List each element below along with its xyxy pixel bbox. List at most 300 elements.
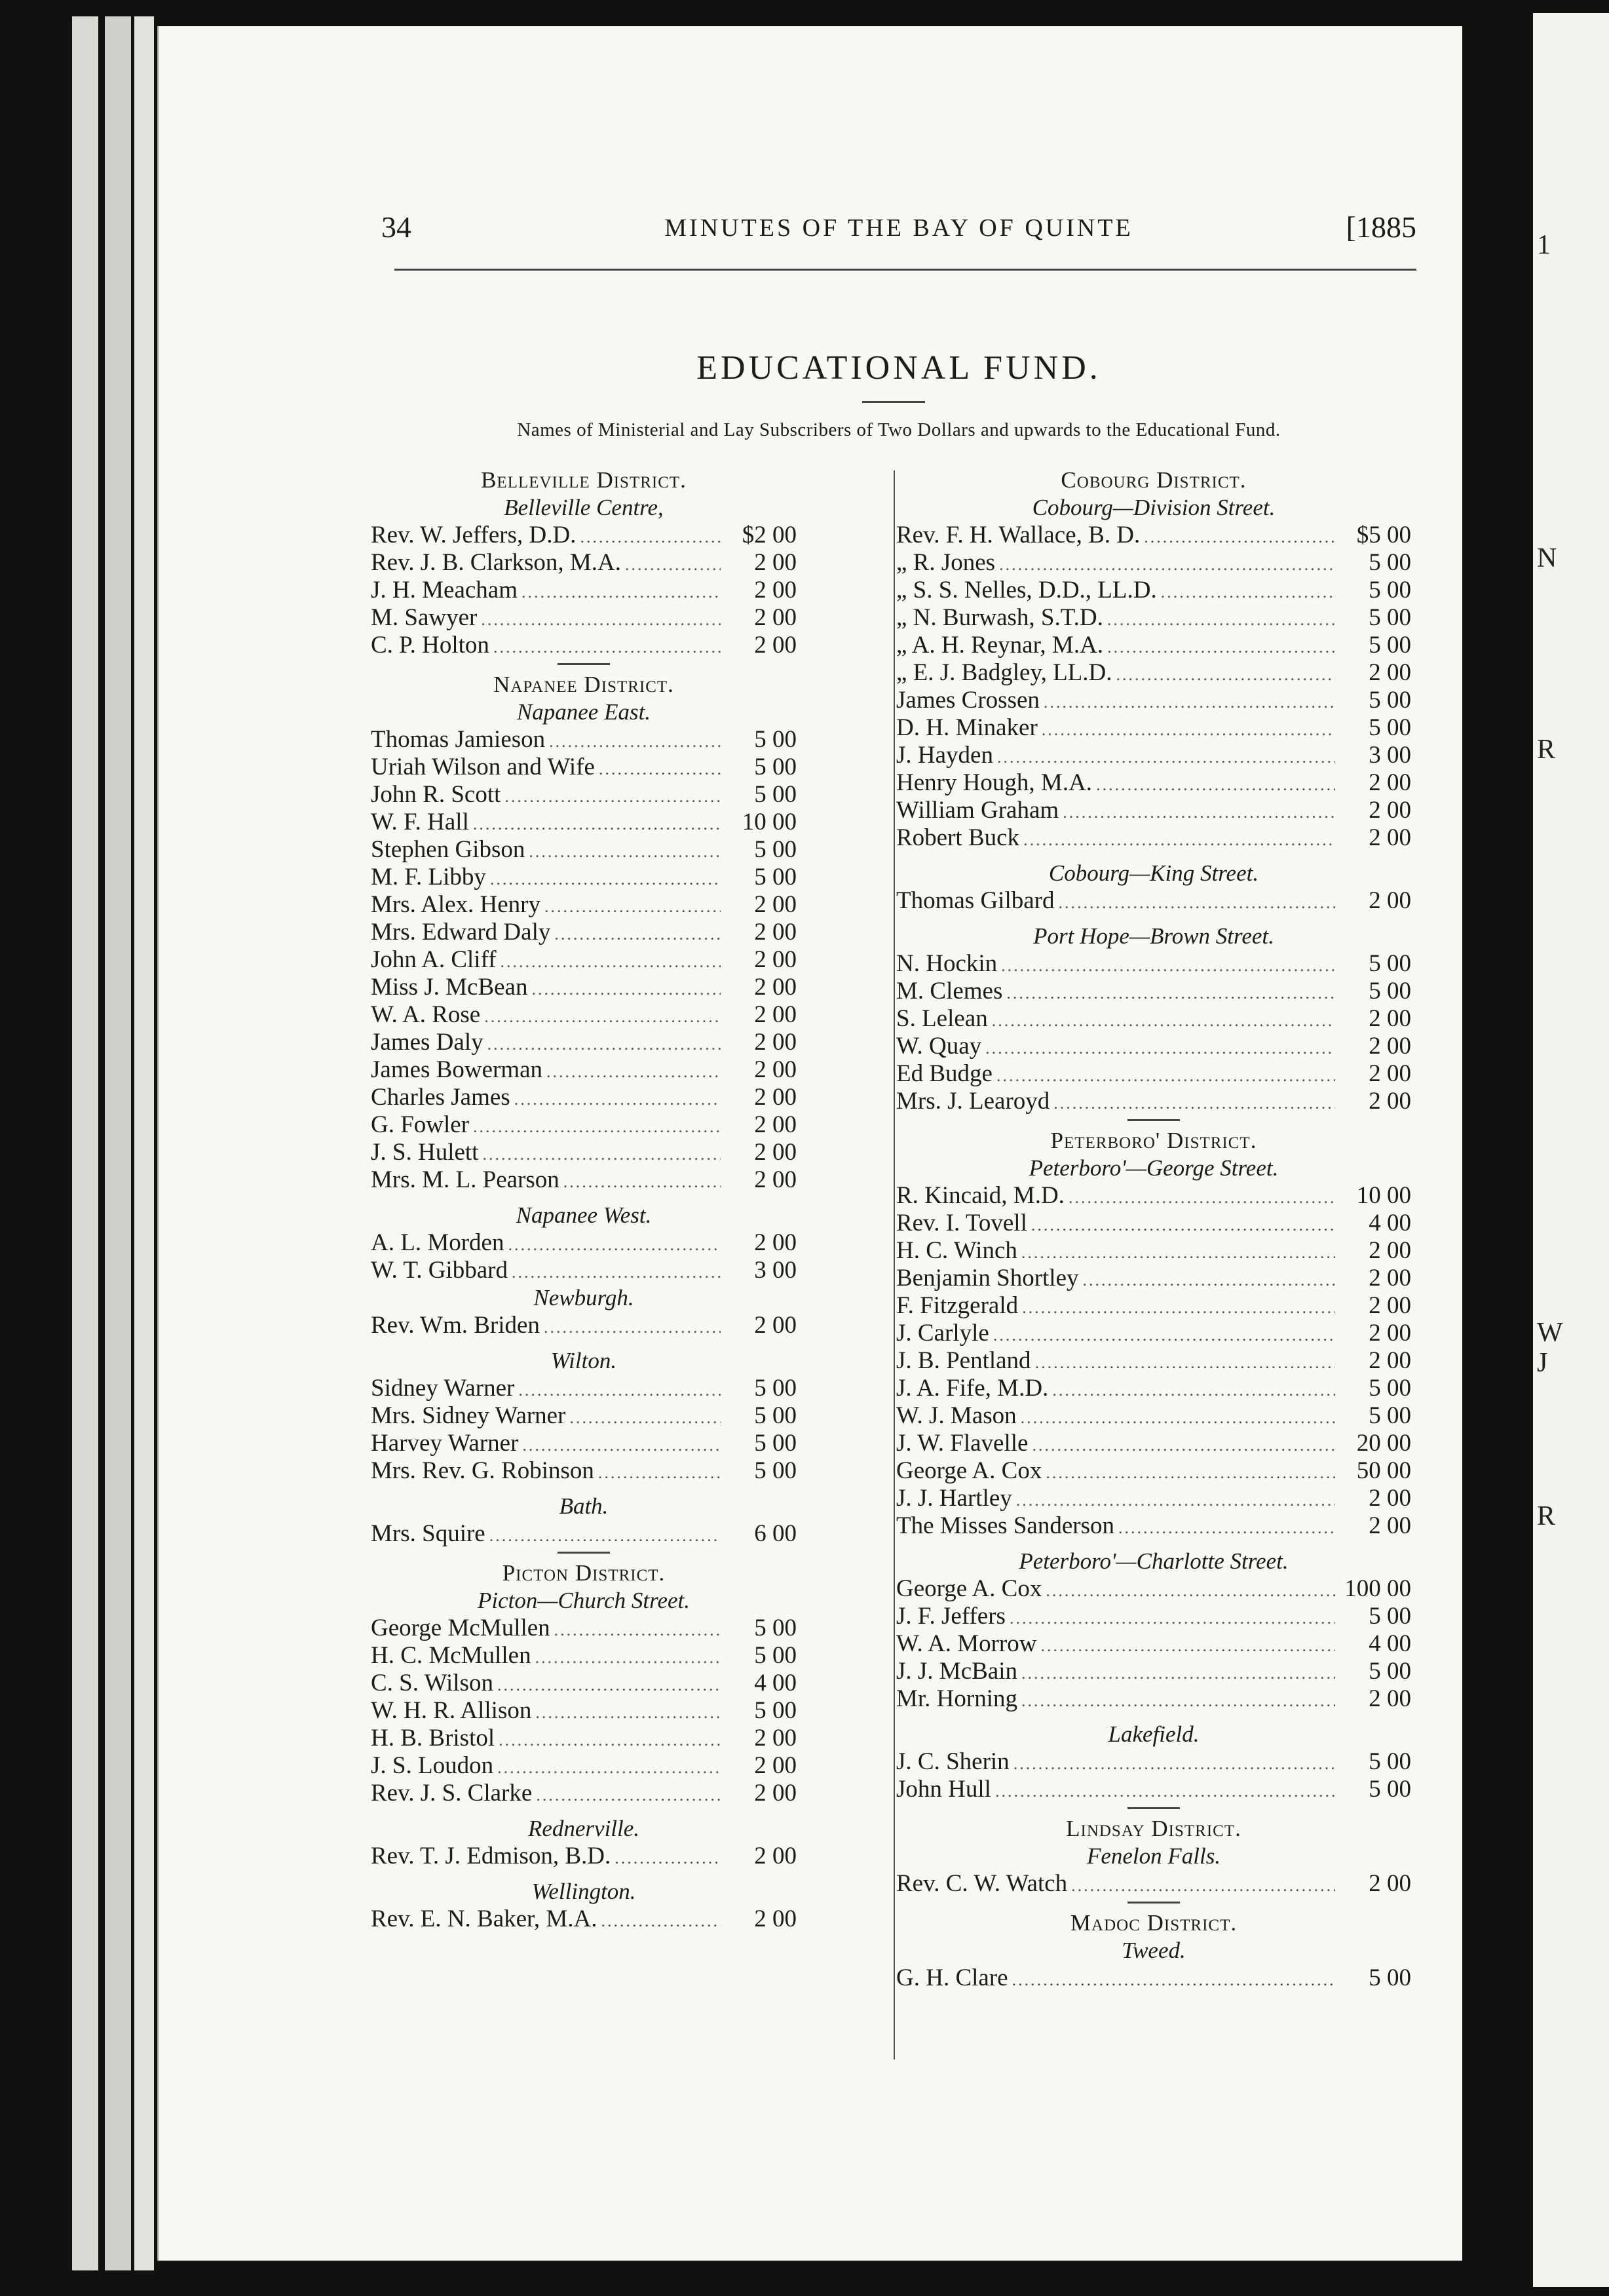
circuit-heading: Rednerville. <box>527 1816 640 1841</box>
dot-leader <box>518 1377 721 1404</box>
subscriber-row <box>371 522 797 549</box>
district-heading: Belleville District. <box>481 467 687 493</box>
subscriber-row <box>896 1485 1411 1512</box>
subscription-amount: 5 00 <box>754 1697 797 1724</box>
subscription-amount: 2 00 <box>754 1312 797 1339</box>
subscription-amount: 5 00 <box>1369 1603 1411 1630</box>
dot-leader <box>1022 1294 1335 1322</box>
subscriber-row <box>896 1033 1411 1060</box>
dot-leader <box>499 1727 721 1754</box>
dot-leader <box>1042 716 1335 744</box>
dot-leader <box>999 551 1335 579</box>
circuit-heading: Port Hope—Brown Street. <box>1033 923 1274 949</box>
district-heading: Peterboro' District. <box>1050 1128 1257 1153</box>
subscriber-row <box>371 809 797 836</box>
subscription-amount: 20 00 <box>1356 1430 1411 1457</box>
subscriber-row <box>896 1630 1411 1658</box>
subscription-amount: 2 00 <box>1369 1512 1411 1539</box>
subscription-amount: 2 00 <box>754 632 797 659</box>
dot-leader <box>1023 826 1335 854</box>
subscriber-name: W. Quay <box>896 1033 982 1060</box>
subscriber-name: „ A. H. Reynar, M.A. <box>896 632 1104 659</box>
subscriber-name: N. Hockin <box>896 950 998 977</box>
subscriber-name: J. H. Meacham <box>371 577 518 603</box>
subscriber-row <box>371 919 797 946</box>
subscription-amount: 2 00 <box>754 549 797 576</box>
subscriber-name: J. S. Loudon <box>371 1752 494 1779</box>
spacer <box>371 1485 797 1493</box>
subscription-amount: 5 00 <box>1369 714 1411 741</box>
subscriber-row <box>371 891 797 919</box>
subscription-amount: 2 00 <box>1369 1088 1411 1115</box>
dot-leader <box>996 1062 1335 1090</box>
subscriber-row <box>371 1457 797 1485</box>
subscriber-name: Rev. J. B. Clarkson, M.A. <box>371 549 621 576</box>
subscriber-name: Mrs. Sidney Warner <box>371 1402 566 1429</box>
subscriber-name: Charles James <box>371 1084 510 1111</box>
subscriber-row <box>371 577 797 604</box>
dot-leader <box>1069 1184 1335 1212</box>
subscription-amount: 2 00 <box>754 1166 797 1193</box>
subscription-amount: 5 00 <box>1369 604 1411 631</box>
subscription-amount: 2 00 <box>1369 1060 1411 1087</box>
dot-leader <box>554 921 721 948</box>
dot-leader <box>1031 1212 1335 1239</box>
subscription-amount: 5 00 <box>754 781 797 808</box>
subscriber-name: Thomas Gilbard <box>896 887 1055 914</box>
subscriber-row <box>896 887 1411 915</box>
subscriber-row <box>371 754 797 781</box>
dot-leader <box>544 1314 721 1341</box>
dot-leader <box>615 1845 721 1872</box>
section-rule <box>371 659 797 671</box>
subscription-amount: 2 00 <box>1369 1685 1411 1712</box>
subscriber-name: R. Kincaid, M.D. <box>896 1182 1065 1209</box>
subscriber-row <box>371 1312 797 1339</box>
facing-page-letter: J <box>1537 1348 1548 1378</box>
subtitle: Names of Ministerial and Lay Subscribers of Two Dollars and upwards to the Educational Fund. <box>517 419 1281 440</box>
dot-leader <box>1013 1750 1335 1778</box>
subscriber-name: Harvey Warner <box>371 1430 519 1457</box>
dot-leader <box>599 756 721 783</box>
dot-leader <box>993 1322 1335 1349</box>
subscription-amount: 4 00 <box>1369 1210 1411 1236</box>
subscriber-row <box>371 836 797 864</box>
dot-leader <box>1063 799 1335 826</box>
dot-leader <box>1052 1377 1335 1404</box>
subscriber-row <box>371 1697 797 1725</box>
subscription-amount: 3 00 <box>1369 742 1411 769</box>
subscriber-name: „ E. J. Badgley, LL.D. <box>896 659 1112 686</box>
subscriber-row <box>371 864 797 891</box>
page-edge <box>72 16 98 2270</box>
subscription-amount: 2 00 <box>1369 1347 1411 1374</box>
subscriber-row <box>896 1060 1411 1088</box>
dot-leader <box>497 1672 721 1699</box>
subscriber-name: William Graham <box>896 797 1059 824</box>
facing-page-letter: N <box>1537 543 1557 573</box>
subscription-amount: 2 00 <box>754 891 797 918</box>
page-edge <box>134 16 154 2270</box>
subscriber-row <box>896 1088 1411 1115</box>
subscriber-row <box>371 1520 797 1548</box>
subscriber-row <box>896 797 1411 824</box>
subscription-amount: 6 00 <box>754 1520 797 1547</box>
section-rule <box>896 1115 1411 1127</box>
subscriber-name: „ S. S. Nelles, D.D., LL.D. <box>896 577 1157 603</box>
district-heading: Cobourg District. <box>1061 467 1247 493</box>
subscriber-row <box>896 742 1411 769</box>
circuit-heading: Picton—Church Street. <box>477 1588 691 1613</box>
subscription-amount: 50 00 <box>1356 1457 1411 1484</box>
district-heading: Picton District. <box>502 1560 666 1586</box>
subscriber-name: James Daly <box>371 1029 483 1056</box>
subscriber-name: J. F. Jeffers <box>896 1603 1006 1630</box>
subscriber-row <box>896 1237 1411 1265</box>
subscriber-row <box>371 974 797 1001</box>
subscriber-row <box>371 1001 797 1029</box>
dot-leader <box>1083 1267 1336 1294</box>
dot-leader <box>546 1058 721 1086</box>
subscriber-row <box>371 1430 797 1457</box>
subscriber-row <box>371 1084 797 1111</box>
subscription-amount: 2 00 <box>754 974 797 1001</box>
subscriber-name: J. B. Pentland <box>896 1347 1031 1374</box>
dot-leader <box>1021 1239 1335 1267</box>
subscription-amount: 2 00 <box>1369 1320 1411 1347</box>
dot-leader <box>473 811 721 838</box>
dot-leader <box>1161 579 1335 606</box>
subscription-amount: 5 00 <box>1369 950 1411 977</box>
dot-leader <box>1012 1966 1335 1994</box>
subscriber-row <box>371 549 797 577</box>
dot-leader <box>544 893 721 921</box>
dot-leader <box>1107 634 1335 661</box>
subscription-amount: 2 00 <box>754 1843 797 1869</box>
title-rule <box>862 401 925 403</box>
subscriber-name: H. C. McMullen <box>371 1642 531 1669</box>
subscriber-row <box>371 1257 797 1284</box>
subscriber-row <box>896 632 1411 659</box>
dot-leader <box>482 1141 721 1168</box>
subscription-amount: 2 00 <box>754 1229 797 1256</box>
subscriber-name: Rev. I. Tovell <box>896 1210 1027 1236</box>
subscriber-name: Benjamin Shortley <box>896 1265 1079 1292</box>
subscriber-name: C. P. Holton <box>371 632 489 659</box>
subscriber-name: G. Fowler <box>371 1111 470 1138</box>
subscriber-row <box>896 1658 1411 1685</box>
subscriber-name: „ N. Burwash, S.T.D. <box>896 604 1103 631</box>
dot-leader <box>580 524 721 551</box>
circuit-heading: Peterboro'—George Street. <box>1029 1155 1279 1181</box>
subscriber-name: Miss J. McBean <box>371 974 528 1001</box>
dot-leader <box>985 1035 1335 1062</box>
subscription-amount: 5 00 <box>754 726 797 753</box>
subscription-amount: 2 00 <box>754 1111 797 1138</box>
subscriber-row <box>371 1615 797 1642</box>
section-title: EDUCATIONAL FUND. <box>696 349 1101 387</box>
subscriber-row <box>896 659 1411 687</box>
subscriber-name: Thomas Jamieson <box>371 726 546 753</box>
subscriber-name: Mrs. Edward Daly <box>371 919 551 946</box>
circuit-heading: Peterboro'—Charlotte Street. <box>1019 1548 1289 1574</box>
subscriber-row <box>896 687 1411 714</box>
subscriber-row <box>896 1265 1411 1292</box>
subscription-amount: $2 00 <box>742 522 797 548</box>
subscriber-name: C. S. Wilson <box>371 1670 493 1696</box>
subscriber-row <box>896 1870 1411 1898</box>
subscriber-name: J. J. Hartley <box>896 1485 1012 1512</box>
circuit-heading: Cobourg—Division Street. <box>1032 495 1276 520</box>
subscription-amount: $5 00 <box>1356 522 1411 548</box>
circuit-heading: Lakefield. <box>1108 1721 1200 1747</box>
subscriber-name: Robert Buck <box>896 824 1020 851</box>
subscription-amount: 100 00 <box>1344 1575 1411 1602</box>
circuit-heading: Wellington. <box>531 1879 636 1904</box>
facing-page-letter: R <box>1537 1501 1556 1531</box>
subscription-amount: 5 00 <box>1369 1402 1411 1429</box>
subscriber-row <box>371 604 797 632</box>
subscriber-row <box>896 1748 1411 1776</box>
subscriber-name: Rev. E. N. Baker, M.A. <box>371 1905 597 1932</box>
subscriber-name: A. L. Morden <box>371 1229 504 1256</box>
dot-leader <box>1032 1432 1335 1459</box>
subscription-amount: 2 00 <box>754 919 797 946</box>
dot-leader <box>1071 1872 1335 1900</box>
subscription-amount: 5 00 <box>754 1430 797 1457</box>
dot-leader <box>531 976 721 1003</box>
subscription-amount: 5 00 <box>1369 1776 1411 1803</box>
subscriber-name: Sidney Warner <box>371 1375 515 1402</box>
subscriber-name: John R. Scott <box>371 781 501 808</box>
dot-leader <box>522 1432 721 1459</box>
circuit-heading: Newburgh. <box>533 1285 634 1311</box>
subscription-amount: 5 00 <box>1369 632 1411 659</box>
subscriber-name: Mrs. J. Learoyd <box>896 1088 1050 1115</box>
subscriber-name: J. C. Sherin <box>896 1748 1010 1775</box>
subscription-amount: 2 00 <box>1369 824 1411 851</box>
subscription-amount: 4 00 <box>1369 1630 1411 1657</box>
subscriber-row <box>371 1780 797 1807</box>
dot-leader <box>1144 524 1335 551</box>
subscriber-row <box>896 1182 1411 1210</box>
dot-leader <box>1021 1687 1335 1715</box>
subscriber-name: Mrs. Alex. Henry <box>371 891 540 918</box>
subscriber-name: W. F. Hall <box>371 809 469 835</box>
subscriber-name: John A. Cliff <box>371 946 497 973</box>
dot-leader <box>1044 689 1335 716</box>
subscriber-name: Rev. Wm. Briden <box>371 1312 540 1339</box>
subscription-amount: 2 00 <box>1369 769 1411 796</box>
subscription-amount: 2 00 <box>1369 1005 1411 1032</box>
subscriber-row <box>371 1029 797 1056</box>
subscriber-row <box>896 1210 1411 1237</box>
subscription-amount: 2 00 <box>754 1056 797 1083</box>
subscription-amount: 5 00 <box>1369 1658 1411 1685</box>
header-rule <box>394 269 1416 271</box>
subscription-amount: 2 00 <box>1369 887 1411 914</box>
subscription-amount: 2 00 <box>754 1139 797 1166</box>
subscriber-name: Mr. Horning <box>896 1685 1017 1712</box>
circuit-heading: Fenelon Falls. <box>1086 1843 1221 1869</box>
subscription-amount: 5 00 <box>754 1457 797 1484</box>
subscriber-name: J. A. Fife, M.D. <box>896 1375 1049 1402</box>
subscription-amount: 2 00 <box>1369 1033 1411 1060</box>
subscriber-name: H. B. Bristol <box>371 1725 495 1751</box>
district-heading: Lindsay District. <box>1066 1816 1241 1841</box>
subscription-amount: 5 00 <box>1369 1964 1411 1991</box>
subscriber-row <box>896 549 1411 577</box>
subscription-amount: 2 00 <box>1369 1485 1411 1512</box>
subscriber-name: Mrs. M. L. Pearson <box>371 1166 559 1193</box>
subscriber-row <box>896 1347 1411 1375</box>
dot-leader <box>514 1086 721 1113</box>
subscriber-name: J. S. Hulett <box>371 1139 479 1166</box>
subscriber-name: M. Clemes <box>896 978 1003 1004</box>
circuit-heading: Napanee East. <box>516 699 651 725</box>
circuit-heading: Napanee West. <box>516 1202 652 1228</box>
subscriber-name: J. J. McBain <box>896 1658 1017 1685</box>
subscription-amount: 2 00 <box>1369 1870 1411 1897</box>
district-heading: Madoc District. <box>1070 1910 1238 1936</box>
subscriber-row <box>371 1229 797 1257</box>
dot-leader <box>1001 952 1335 980</box>
subscriber-name: Uriah Wilson and Wife <box>371 754 595 780</box>
subscriber-name: D. H. Minaker <box>896 714 1038 741</box>
subscriber-row <box>371 1725 797 1752</box>
section-rule <box>896 1898 1411 1909</box>
spacer <box>371 1870 797 1878</box>
dot-leader <box>549 728 721 756</box>
dot-leader <box>508 1231 721 1259</box>
subscriber-name: M. Sawyer <box>371 604 478 631</box>
dot-leader <box>487 1031 721 1058</box>
circuit-heading: Cobourg—King Street. <box>1048 860 1259 886</box>
subscription-amount: 2 00 <box>754 946 797 973</box>
subscription-amount: 10 00 <box>1356 1182 1411 1209</box>
dot-leader <box>536 1782 721 1809</box>
subscriber-row <box>371 1752 797 1780</box>
section-rule <box>371 1548 797 1559</box>
dot-leader <box>995 1778 1335 1805</box>
subscription-amount: 5 00 <box>754 1642 797 1669</box>
subscriber-row <box>896 1575 1411 1603</box>
subscriber-row <box>896 1603 1411 1630</box>
dot-leader <box>1016 1487 1335 1514</box>
dot-leader <box>1021 1660 1335 1687</box>
subscriber-name: James Crossen <box>896 687 1040 714</box>
subscriber-row <box>896 1457 1411 1485</box>
subscriber-row <box>896 824 1411 852</box>
subscriber-row <box>371 1166 797 1194</box>
dot-leader <box>535 1699 721 1727</box>
subscriber-row <box>896 1005 1411 1033</box>
subscriber-row <box>896 1402 1411 1430</box>
dot-leader <box>1096 771 1335 799</box>
dot-leader <box>1118 1514 1335 1542</box>
dot-leader <box>1107 606 1335 634</box>
circuit-heading: Belleville Centre, <box>504 495 664 520</box>
dot-leader <box>554 1617 721 1644</box>
subscription-amount: 2 00 <box>754 1001 797 1028</box>
facing-page-letter: R <box>1537 735 1556 765</box>
subscriber-name: Mrs. Rev. G. Robinson <box>371 1457 594 1484</box>
subscriber-row <box>896 978 1411 1005</box>
subscriber-row <box>371 1905 797 1933</box>
subscriber-name: G. H. Clare <box>896 1964 1008 1991</box>
subscription-amount: 5 00 <box>754 864 797 890</box>
dot-leader <box>512 1259 721 1286</box>
subscriber-name: M. F. Libby <box>371 864 486 890</box>
subscriber-row <box>371 1139 797 1166</box>
subscription-amount: 5 00 <box>1369 978 1411 1004</box>
dot-leader <box>598 1459 721 1487</box>
subscription-amount: 2 00 <box>754 1725 797 1751</box>
subscriber-name: J. Hayden <box>896 742 993 769</box>
subscriber-name: John Hull <box>896 1776 991 1803</box>
dot-leader <box>501 948 721 976</box>
right-column <box>896 467 1411 1992</box>
subscriber-row <box>896 950 1411 978</box>
dot-leader <box>1006 980 1335 1007</box>
subscription-amount: 2 00 <box>1369 1237 1411 1264</box>
subscription-amount: 2 00 <box>754 1084 797 1111</box>
dot-leader <box>529 838 721 866</box>
dot-leader <box>1040 1632 1335 1660</box>
dot-leader <box>992 1007 1335 1035</box>
subscriber-row <box>896 1430 1411 1457</box>
dot-leader <box>473 1113 721 1141</box>
subscriber-name: Henry Hough, M.A. <box>896 769 1093 796</box>
subscriber-row <box>896 1512 1411 1540</box>
dot-leader <box>521 579 721 606</box>
dot-leader <box>489 1522 721 1550</box>
dot-leader <box>481 606 721 634</box>
subscriber-name: W. A. Rose <box>371 1001 481 1028</box>
page-edge <box>105 16 131 2270</box>
dot-leader <box>1035 1349 1335 1377</box>
subscription-amount: 3 00 <box>754 1257 797 1284</box>
subscription-amount: 2 00 <box>754 1752 797 1779</box>
subscription-amount: 2 00 <box>754 1029 797 1056</box>
subscriber-name: George A. Cox <box>896 1575 1042 1602</box>
subscriber-row <box>371 1402 797 1430</box>
facing-page-fragment <box>1533 13 1609 2287</box>
subscriber-row <box>896 604 1411 632</box>
subscriber-name: Stephen Gibson <box>371 836 525 863</box>
subscriber-row <box>896 522 1411 549</box>
subscriber-row <box>371 1111 797 1139</box>
dot-leader <box>1046 1577 1335 1605</box>
running-title: MINUTES OF THE BAY OF QUINTE <box>664 214 1133 242</box>
circuit-heading: Bath. <box>559 1493 609 1519</box>
subscriber-name: H. C. Winch <box>896 1237 1017 1264</box>
facing-page-letter: W <box>1537 1318 1563 1348</box>
subscriber-row <box>896 1776 1411 1803</box>
subscriber-row <box>371 781 797 809</box>
subscription-amount: 2 00 <box>754 1905 797 1932</box>
subscriber-name: W. H. R. Allison <box>371 1697 532 1724</box>
subscriber-name: J. W. Flavelle <box>896 1430 1029 1457</box>
subscription-amount: 5 00 <box>754 754 797 780</box>
subscriber-row <box>896 1685 1411 1713</box>
subscriber-name: George A. Cox <box>896 1457 1042 1484</box>
column-divider <box>894 470 895 2059</box>
subscriber-row <box>371 726 797 754</box>
subscription-amount: 5 00 <box>754 1615 797 1641</box>
dot-leader <box>504 783 721 811</box>
district-heading: Napanee District. <box>493 672 674 697</box>
